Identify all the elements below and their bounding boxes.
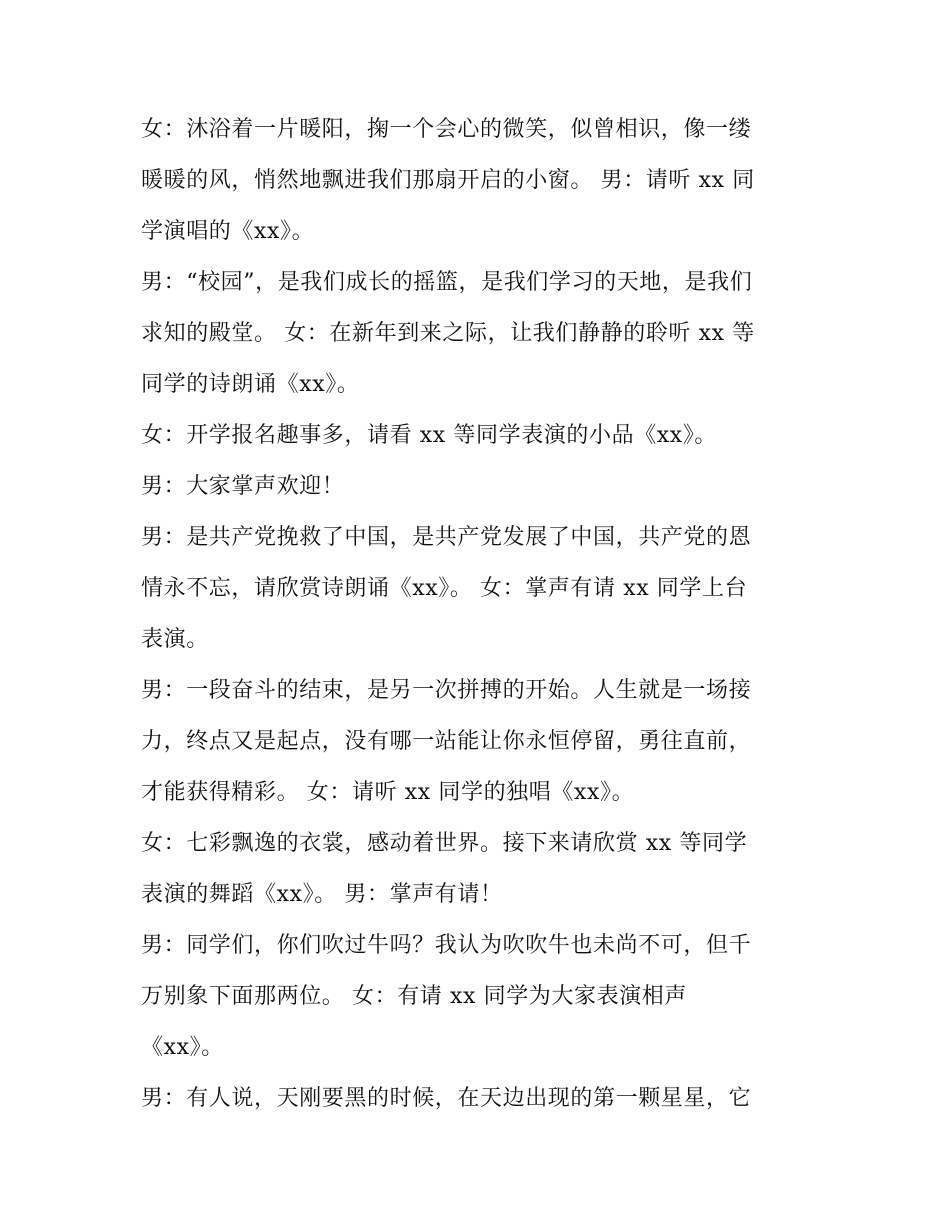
text-line: 力，终点又是起点，没有哪一站能让你永恒停留，勇往直前， [141, 729, 752, 754]
text-line: 《xx》。 [141, 1035, 224, 1060]
paragraph [141, 104, 831, 257]
paragraph [141, 920, 831, 1073]
text-line: 才能获得精彩。 女：请听 xx 同学的独唱《xx》。 [141, 780, 635, 805]
paragraph [141, 257, 831, 410]
text-line: 男：是共产党挽救了中国，是共产党发展了中国，共产党的恩 [141, 525, 752, 550]
text-line: 暖暖的风，悄然地飘进我们那扇开启的小窗。 男：请听 xx 同 [141, 168, 755, 193]
text-line: 男：大家掌声欢迎！ [141, 474, 345, 499]
text-line: 女：开学报名趣事多，请看 xx 等同学表演的小品《xx》。 [141, 423, 718, 448]
text-line: 男：一段奋斗的结束，是另一次拼搏的开始。人生就是一场接 [141, 678, 752, 703]
text-line: 男：同学们，你们吹过牛吗？我认为吹吹牛也未尚不可，但千 [141, 933, 752, 958]
text-line: 学演唱的《xx》。 [141, 219, 315, 244]
text-line: 求知的殿堂。 女：在新年到来之际，让我们静静的聆听 xx 等 [141, 321, 755, 346]
text-line: 女：七彩飘逸的衣裳，感动着世界。接下来请欣赏 xx 等同学 [141, 831, 748, 856]
text-line: 同学的诗朗诵《xx》。 [141, 372, 360, 397]
text-line: 男：“校园”，是我们成长的摇篮，是我们学习的天地，是我们 [141, 270, 753, 295]
paragraph [141, 512, 831, 665]
text-line: 万别象下面那两位。 女：有请 xx 同学为大家表演相声 [141, 984, 687, 1009]
text-line: 情永不忘，请欣赏诗朗诵《xx》。 女：掌声有请 xx 同学上台 [141, 576, 748, 601]
text-line: 女：沐浴着一片暖阳，掬一个会心的微笑，似曾相识，像一缕 [141, 117, 752, 142]
paragraph [141, 818, 831, 920]
text-line: 表演。 [141, 627, 209, 652]
document-body [141, 104, 831, 1124]
text-line: 表演的舞蹈《xx》。 男：掌声有请！ [141, 882, 503, 907]
paragraph [141, 410, 831, 461]
paragraph [141, 665, 831, 818]
paragraph [141, 1073, 831, 1124]
text-line: 男：有人说，天刚要黑的时候，在天边出现的第一颗星星，它 [141, 1086, 752, 1111]
paragraph [141, 461, 831, 512]
